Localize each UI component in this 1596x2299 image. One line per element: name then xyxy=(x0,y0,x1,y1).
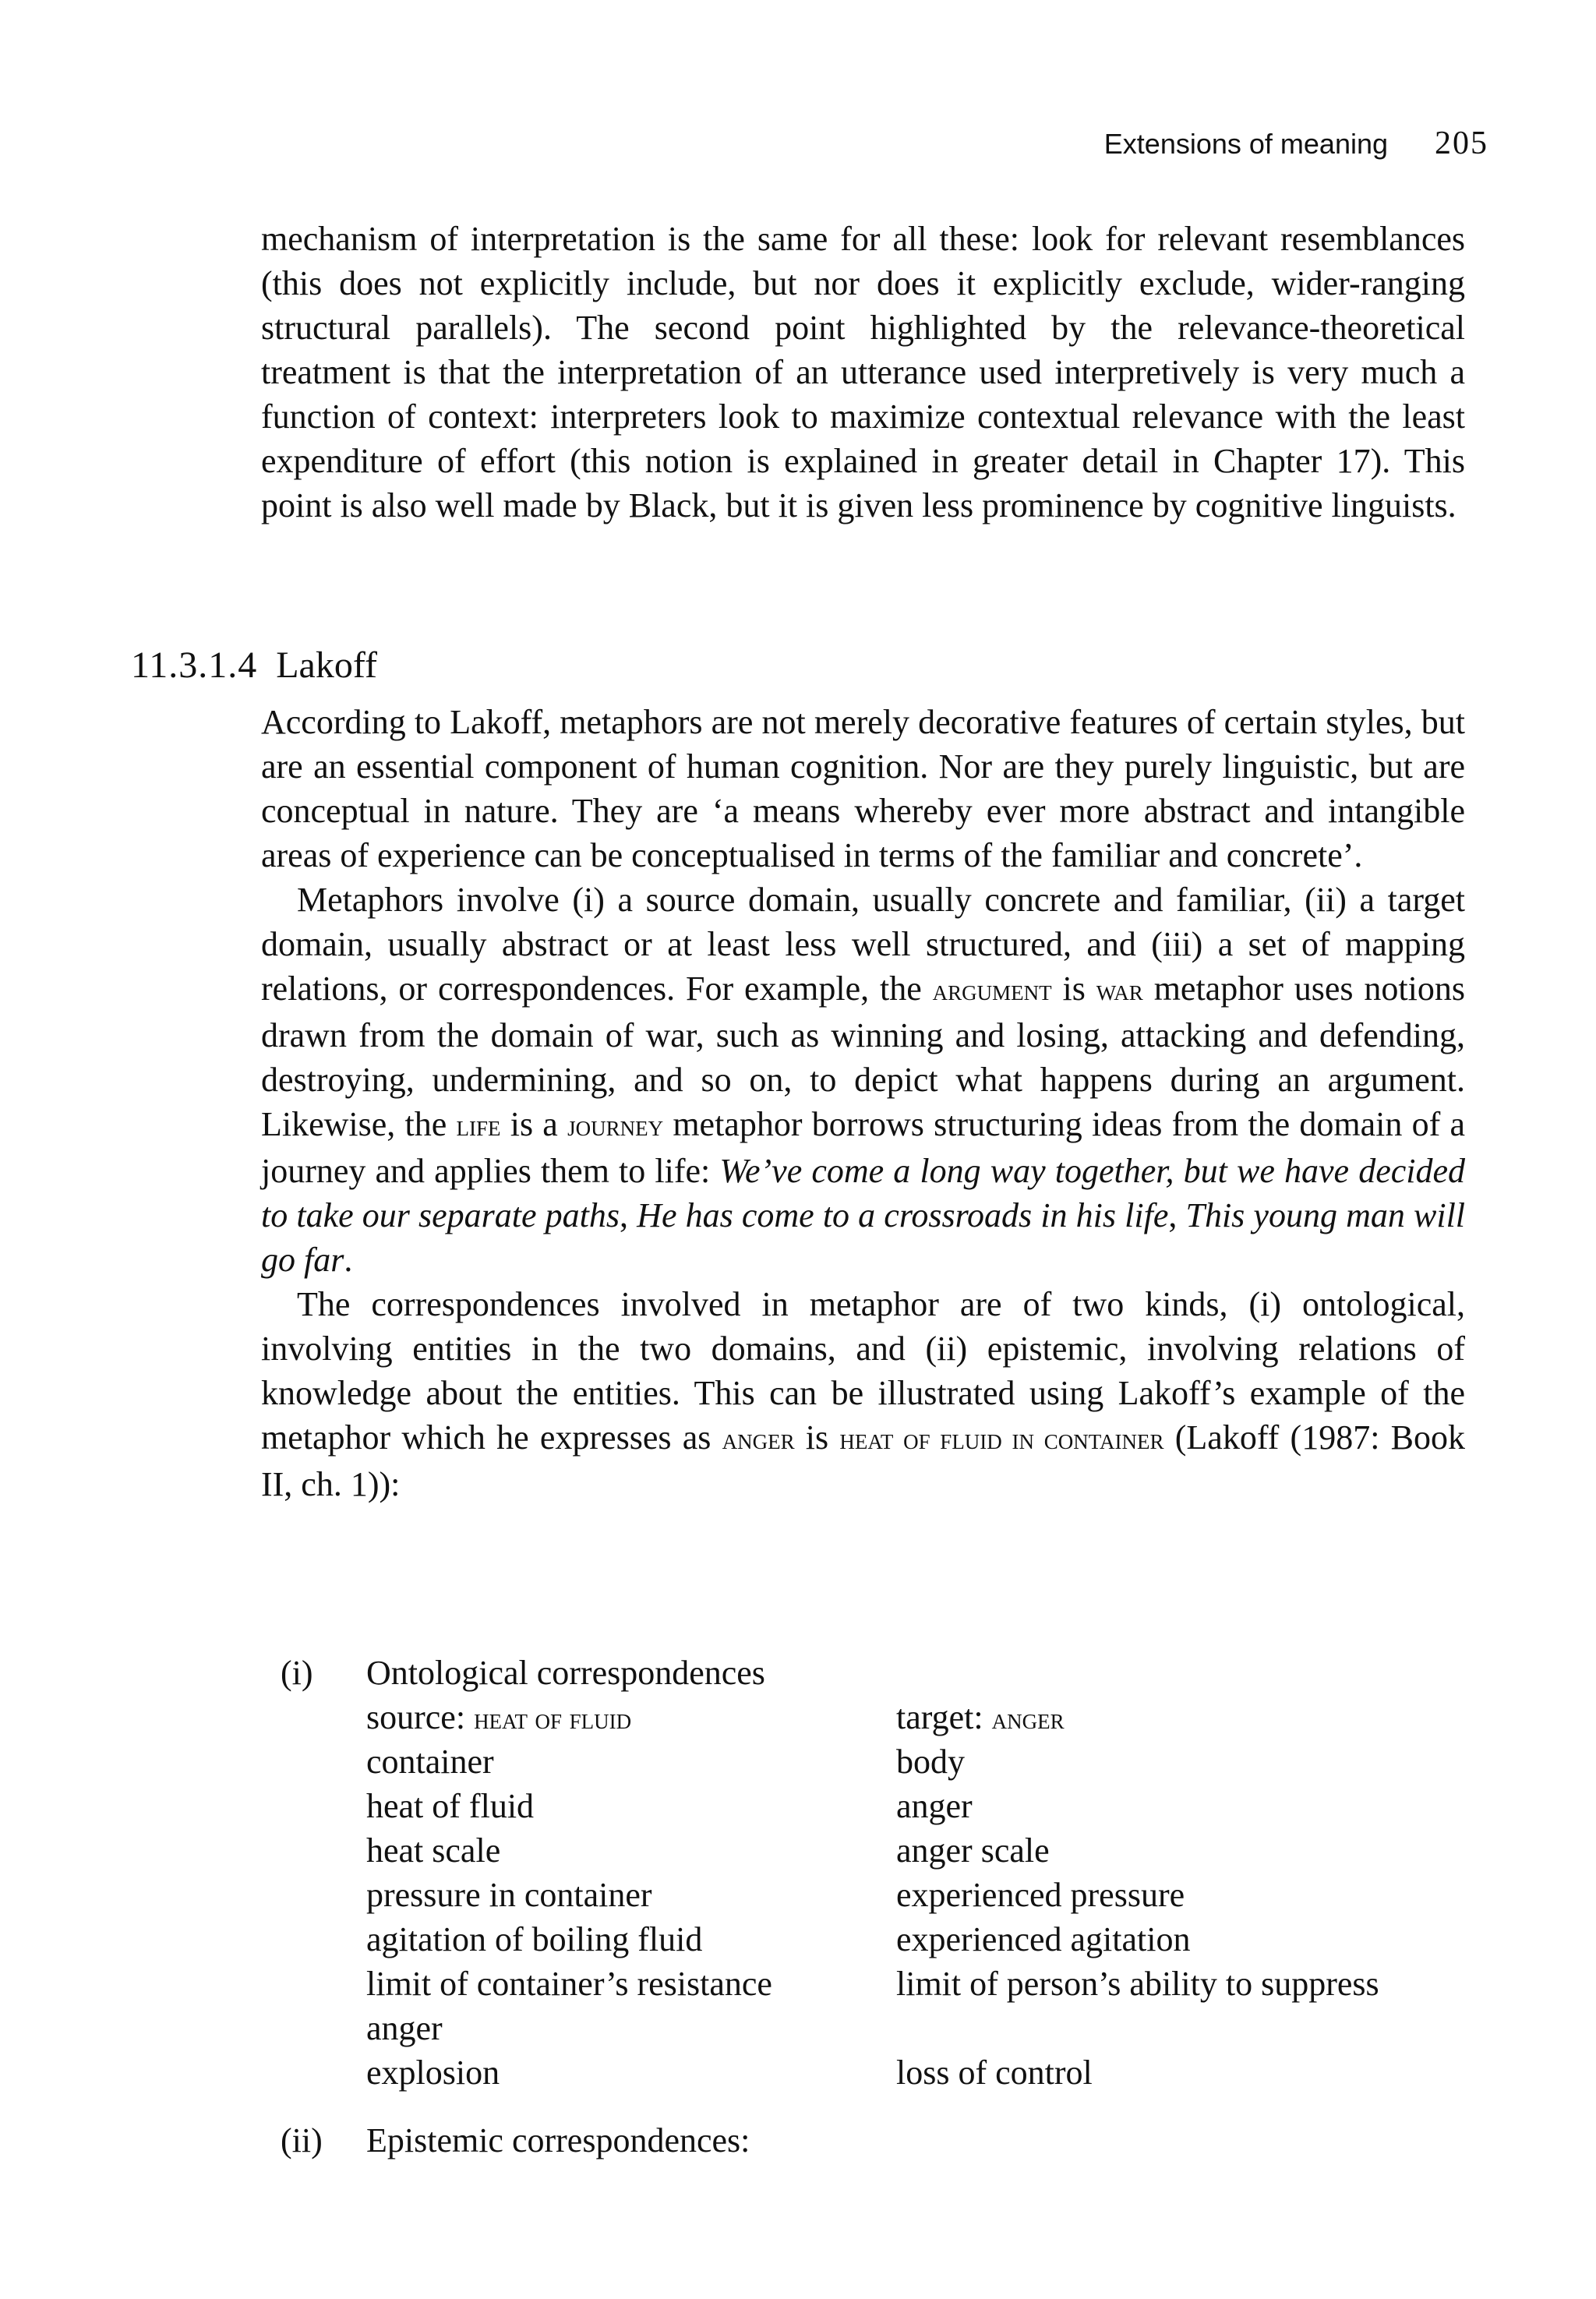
correspondence-row: anger xyxy=(366,2009,443,2047)
paragraph-2: According to Lakoff, metaphors are not merely decorative features of certain styles, but are an essential component of human cognition. Nor are they purely linguistic, but are conceptual in nature. They are ‘a means whereby ever more abstract and intangible areas of experience can be conceptualised in terms of the familiar and concrete’. xyxy=(261,703,1465,874)
source-header: source: heat of fluid xyxy=(366,1698,632,1736)
page-number: 205 xyxy=(1435,125,1488,161)
correspondence-row: container body xyxy=(366,1743,965,1781)
small-caps-term: heat of fluid in container xyxy=(839,1423,1164,1456)
correspondence-example xyxy=(281,1651,1527,2163)
correspondence-row: heat of fluid anger xyxy=(366,1787,973,1825)
example-label-ii: (ii) xyxy=(281,2121,323,2160)
epistemic-heading: Epistemic correspondences: xyxy=(366,2121,750,2160)
running-head-title: Extensions of meaning xyxy=(1103,128,1388,160)
small-caps-term: war xyxy=(1096,974,1143,1007)
paragraph-1: mechanism of interpretation is the same for all these: look for relevant resemblances (this does not explicitly include, but nor does it explicitly exclude, wider-ranging structural parallels). The second point highlighted by the relevance-theoretical treatment is that the interpretation of an utterance used interpretively is very much a function of context: interpreters look to maximize contextual relevance with the least expenditure of effort (this notion is explained in greater detail in Chapter 17). This point is also well made by Black, but it is given less prominence by cognitive linguists. xyxy=(261,220,1465,524)
small-caps-term: anger xyxy=(722,1423,795,1456)
ontological-heading: Ontological correspondences xyxy=(366,1654,765,1692)
section-body xyxy=(261,700,1465,1506)
correspondence-row: limit of container’s resistance limit of person’s ability to suppress xyxy=(366,1965,1379,2003)
example-label-i: (i) xyxy=(281,1654,313,1692)
small-caps-term: life xyxy=(456,1110,501,1142)
ontological-heading-row xyxy=(281,1651,1527,1695)
paragraph-3: Metaphors involve (i) a source domain, usually concrete and familiar, (ii) a target domain, usually abstract or at least less well structured, and (iii) a set of mapping relations, or correspondences. For example, the argument is war metaphor uses notions drawn from the domain of war, such as winning and losing, attacking and defending, destroying, undermining, and so on, to depict what happens during an argument. Likewise, the life is a journey metaphor borrows structuring ideas from the domain of a journey and applies them to life: We’ve come a long way together, but we have decided to take our separate paths, He has come to a crossroads in his life, This young man will go far. xyxy=(261,881,1466,1279)
correspondence-row: heat scale anger scale xyxy=(366,1831,1050,1870)
section-heading xyxy=(131,644,377,687)
section-title: Lakoff xyxy=(276,644,377,686)
running-head xyxy=(974,125,1488,162)
correspondence-table xyxy=(366,1695,1596,2095)
target-header: target: anger xyxy=(896,1698,1065,1736)
section-number: 11.3.1.4 xyxy=(131,644,258,686)
paragraph-1-block xyxy=(261,217,1465,528)
correspondence-header-row xyxy=(366,1695,1596,1739)
correspondence-row: pressure in container experienced pressure xyxy=(366,1876,1185,1914)
example-sentence: He has come to a crossroads in his life xyxy=(637,1196,1169,1234)
small-caps-term: argument xyxy=(932,974,1052,1007)
example-sentence: We’ve come a long way together, but we have decided to take our separate paths xyxy=(261,1152,1466,1234)
paragraph-4: The correspondences involved in metaphor are of two kinds, (i) ontological, involving entities in the two domains, and (ii) epistemic, involving relations of knowledge about the entities. This can be illustrated using Lakoff’s example of the metaphor which he expresses as anger is heat of fluid in container (Lakoff (1987: Book II, ch. 1)): xyxy=(261,1285,1465,1503)
correspondence-row: explosion loss of control xyxy=(366,2054,1093,2092)
epistemic-heading-row xyxy=(281,2118,1527,2163)
example-sentence: This young man will go far xyxy=(261,1196,1466,1279)
correspondence-row: agitation of boiling fluid experienced agitation xyxy=(366,1920,1191,1958)
small-caps-term: journey xyxy=(567,1110,664,1142)
